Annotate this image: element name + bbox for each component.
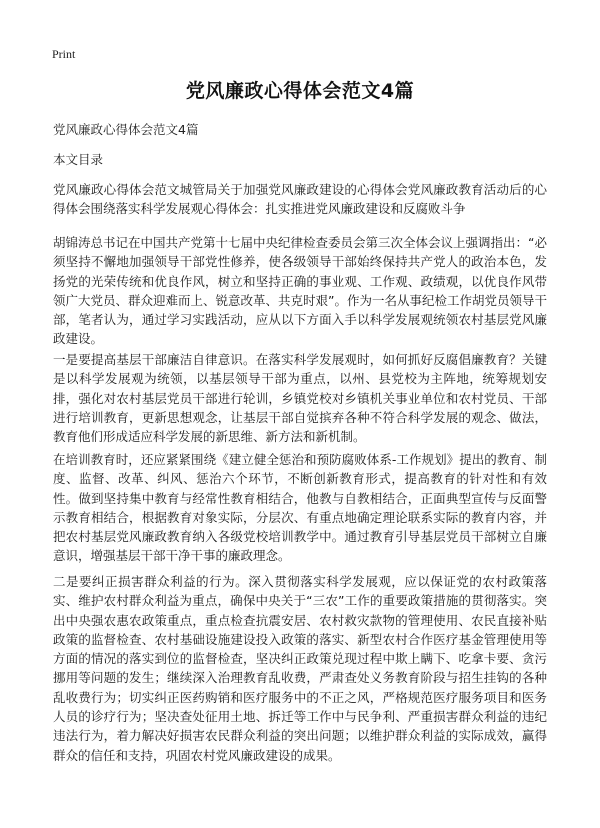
paragraph-point-two: 二是要纠正损害群众利益的行为。深入贯彻落实科学发展观，应以保证党的农村政策落实、维护农村群众利益为重点，确保中央关于“三农”工作的重要政策措施的贯彻落实。突出中央强农惠农政策重点，重点检查抗震安居、农村救灾款物的管理使用、农民直接补贴政策的监督检查、农村基础设施建设投入政策的落实、新型农村合作医疗基金管理使用等方面的情况的落实到位的监督检查，坚决纠正政策兑现过程中欺上瞒下、吃拿卡要、贪污挪用等问题的发生；继续深入治理教育乱收费，严肃查处义务教育阶段与招生挂钩的各种乱收费行为；切实纠正医药购销和医疗服务中的不正之风，严格规范医疗服务项目和医务人员的诊疗行为；坚决查处征用土地、拆迁等工作中与民争利、严重损害群众利益的违纪违法行为，着力解决好损害农民群众利益的突出问题；以维护群众利益的实际成效，赢得群众的信任和支持，巩固农村党风廉政建设的成果。 [53,574,547,763]
table-of-contents-label: 本文目录 [53,152,104,167]
page-title: 党风廉政心得体会范文4篇 [185,80,415,102]
paragraph-training: 在培训教育时，还应紧紧围绕《建立健全惩治和预防腐败体系-工作规划》提出的教育、制度、监督、改革、纠风、惩治六个环节，不断创新教育形式，提高教育的针对性和有效性。做到坚持集中教育与经常性教育相结合，他教与自教相结合，正面典型宣传与反面警示教育相结合，根据教育对象实际，分层次、有重点地确定理论联系实际的教育内容，并把农村基层党风廉政教育纳入各级党校培训教学中。通过教育引导基层党员干部树立自廉意识，增强基层干部干净干事的廉政理念。 [53,452,547,564]
paragraph-intro: 党风廉政心得体会范文城管局关于加强党风廉政建设的心得体会党风廉政教育活动后的心得体会围绕落实科学发展观心得体会：扎实推进党风廉政建设和反腐败斗争 [53,182,547,217]
print-link[interactable]: Print [52,47,76,61]
paragraph-quote: 胡锦涛总书记在中国共产党第十七届中央纪律检查委员会第三次全体会议上强调指出：“必须坚持不懈地加强领导干部党性修养，使各级领导干部始终保持共产党人的政治本色，发扬党的光荣传统和优良作风，树立和坚持正确的事业观、工作观、政绩观，以优良作风带领广大党员、群众迎难而上、锐意改革、共克时艰”。作为一名从事纪检工作胡党员领导干部，笔者认为，通过学习实践活动，应从以下方面入手以科学发展观统领农村基层党风廉政建设。 [53,235,547,347]
document-subtitle: 党风廉政心得体会范文4篇 [53,122,199,137]
paragraph-point-one: 一是要提高基层干部廉洁自律意识。在落实科学发展观时，如何抓好反腐倡廉教育？关键是以科学发展观为统领，以基层领导干部为重点，以州、县党校为主阵地，统筹规划安排，强化对农村基层党员干部进行轮训，乡镇党校对乡镇机关事业单位和农村党员、干部进行培训教育，更新思想观念，让基层干部自觉摈弃各种不符合科学发展的观念、做法，教育他们形成适应科学发展的新思维、新方法和新机制。 [53,352,547,445]
